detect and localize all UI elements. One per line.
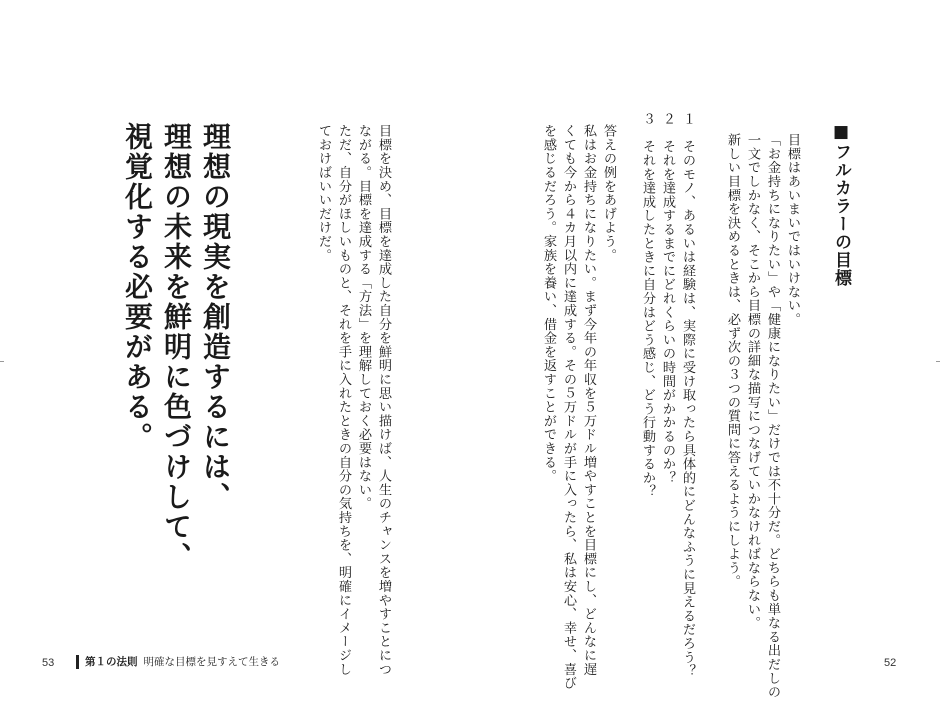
crop-mark-right (936, 361, 940, 362)
headline-line: 理想の未来を鮮明に色づけして、 (160, 122, 193, 572)
text-line: ておけばいいだけだ。 (316, 124, 331, 262)
headline (118, 122, 235, 572)
headline-line: 視覚化する必要がある。 (121, 122, 154, 452)
section-heading: ■フルカラーの目標 (831, 122, 851, 287)
paragraph-1 (722, 133, 802, 699)
text-line: を感じるだろう。家族を養い、借金を返すことができる。 (541, 124, 556, 483)
page-number-right: 52 (884, 657, 897, 669)
text-line: 新しい目標を決めるときは、必ず次の３つの質問に答えるようにしよう。 (725, 133, 740, 589)
question-list (637, 112, 697, 678)
chapter-title: 明確な目標を見すえて生きる (143, 656, 280, 668)
paragraph-2 (538, 124, 618, 690)
text-line: くても今から４カ月以内に達成する。その５万ドルが手に入ったら、私は安心、幸せ、喜び (561, 124, 576, 690)
text-line: ながる。目標を達成する「方法」を理解しておく必要はない。 (356, 124, 371, 511)
text-line: 答えの例をあげよう。 (601, 124, 616, 262)
text-line: 目標を決め、目標を達成した自分を鮮明に思い描けば、人生のチャンスを増やすことにつ (376, 124, 391, 676)
headline-line: 理想の現実を創造するには、 (199, 122, 232, 512)
page-number-left: 53 (42, 657, 55, 669)
paragraph-3 (313, 124, 393, 676)
text-line: 「お金持ちになりたい」や「健康になりたい」だけでは不十分だ。どちらも単なる出だしの (765, 133, 780, 699)
list-item: ２ それを達成するまでにどれくらいの時間がかかるのか？ (660, 112, 675, 485)
text-line: 私はお金持ちになりたい。まず今年の年収を５万ドル増やすことを目標にし、どんなに遅 (581, 124, 596, 676)
list-item: １ そのモノ、あるいは経験は、実際に受け取ったら具体的にどんなふうに見えるだろう？ (680, 112, 695, 678)
text-line: 目標はあいまいではいけない。 (785, 133, 800, 327)
running-head (76, 655, 280, 669)
list-item: ３ それを達成したときに自分はどう感じ、どう行動するか？ (640, 112, 655, 499)
crop-mark-left (0, 361, 4, 362)
text-line: 一文でしかなく、そこから目標の詳細な描写につなげていかなければならない。 (745, 133, 760, 630)
chapter-label: 第１の法則 (85, 656, 138, 668)
text-line: ただ、自分がほしいものと、それを手に入れたときの自分の気持ちを、明確にイメージし (336, 124, 351, 676)
